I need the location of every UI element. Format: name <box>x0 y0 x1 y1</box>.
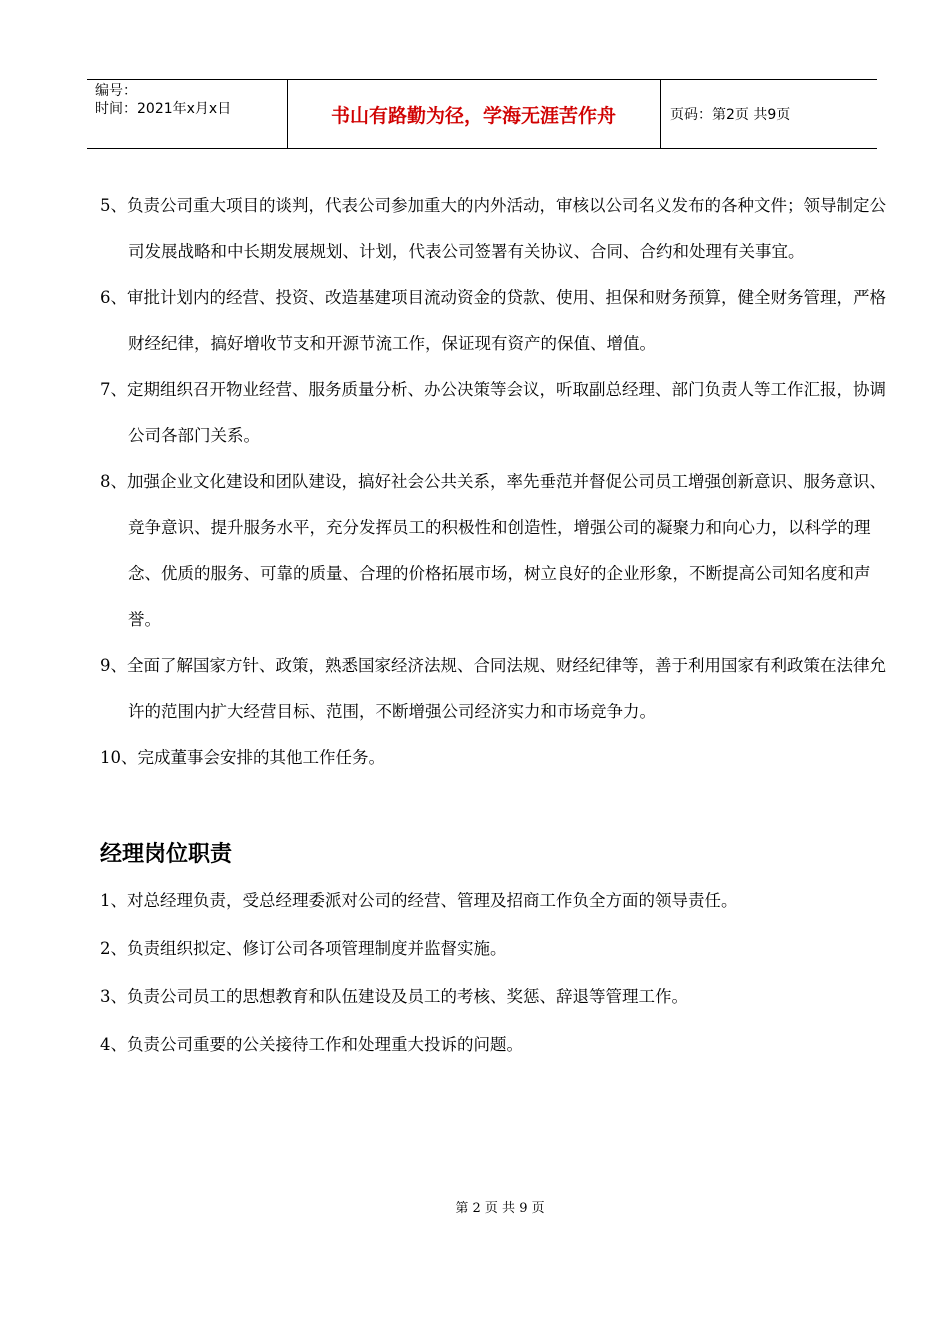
duty-item-5: 5、负责公司重大项目的谈判，代表公司参加重大的内外活动，审核以公司名义发布的各种文件；领导制定公司发展战略和中长期发展规划、计划，代表公司签署有关协议、合同、合约和处理有关事宜。 <box>100 196 886 261</box>
duty-item-6: 6、审批计划内的经营、投资、改造基建项目流动资金的贷款、使用、担保和财务预算，健全财务管理，严格财经纪律，搞好增收节支和开源节流工作，保证现有资产的保值、增值。 <box>100 288 886 353</box>
duty-item-7: 7、定期组织召开物业经营、服务质量分析、办公决策等会议，听取副总经理、部门负责人等工作汇报，协调公司各部门关系。 <box>100 380 886 445</box>
footer-page-number: 第 2 页 共 9 页 <box>455 1201 545 1216</box>
header-page-number: 页码：第2页 共9页 <box>670 107 791 123</box>
page-header <box>87 79 877 149</box>
manager-duty-4: 4、负责公司重要的公关接待工作和处理重大投诉的问题。 <box>100 1035 523 1054</box>
page-footer <box>0 1197 950 1216</box>
manager-duty-1: 1、对总经理负责，受总经理委派对公司的经营、管理及招商工作负全方面的领导责任。 <box>100 891 738 910</box>
duty-item-9: 9、全面了解国家方针、政策，熟悉国家经济法规、合同法规、财经纪律等，善于利用国家有利政策在法律允许的范围内扩大经营目标、范围，不断增强公司经济实力和市场竞争力。 <box>100 656 886 721</box>
section-title: 经理岗位职责 <box>100 842 233 867</box>
manager-duty-2: 2、负责组织拟定、修订公司各项管理制度并监督实施。 <box>100 939 507 958</box>
manager-duty-3: 3、负责公司员工的思想教育和队伍建设及员工的考核、奖惩、辞退等管理工作。 <box>100 987 688 1006</box>
header-meta <box>95 82 231 118</box>
duty-item-10: 10、完成董事会安排的其他工作任务。 <box>100 748 385 767</box>
document-time: 时间：2021年x月x日 <box>95 101 232 117</box>
header-divider <box>660 80 661 148</box>
document-body <box>100 183 900 1069</box>
header-motto: 书山有路勤为径，学海无涯苦作舟 <box>330 104 616 127</box>
document-number: 编号： <box>95 83 137 99</box>
duty-item-8: 8、加强企业文化建设和团队建设，搞好社会公共关系，率先垂范并督促公司员工增强创新意识、服务意识、竞争意识、提升服务水平，充分发挥员工的积极性和创造性，增强公司的凝聚力和向心力，以科学的理念、优质的服务、可靠的质量、合理的价格拓展市场，树立良好的企业形象，不断提高公司知名度和声誉。 <box>100 472 886 629</box>
